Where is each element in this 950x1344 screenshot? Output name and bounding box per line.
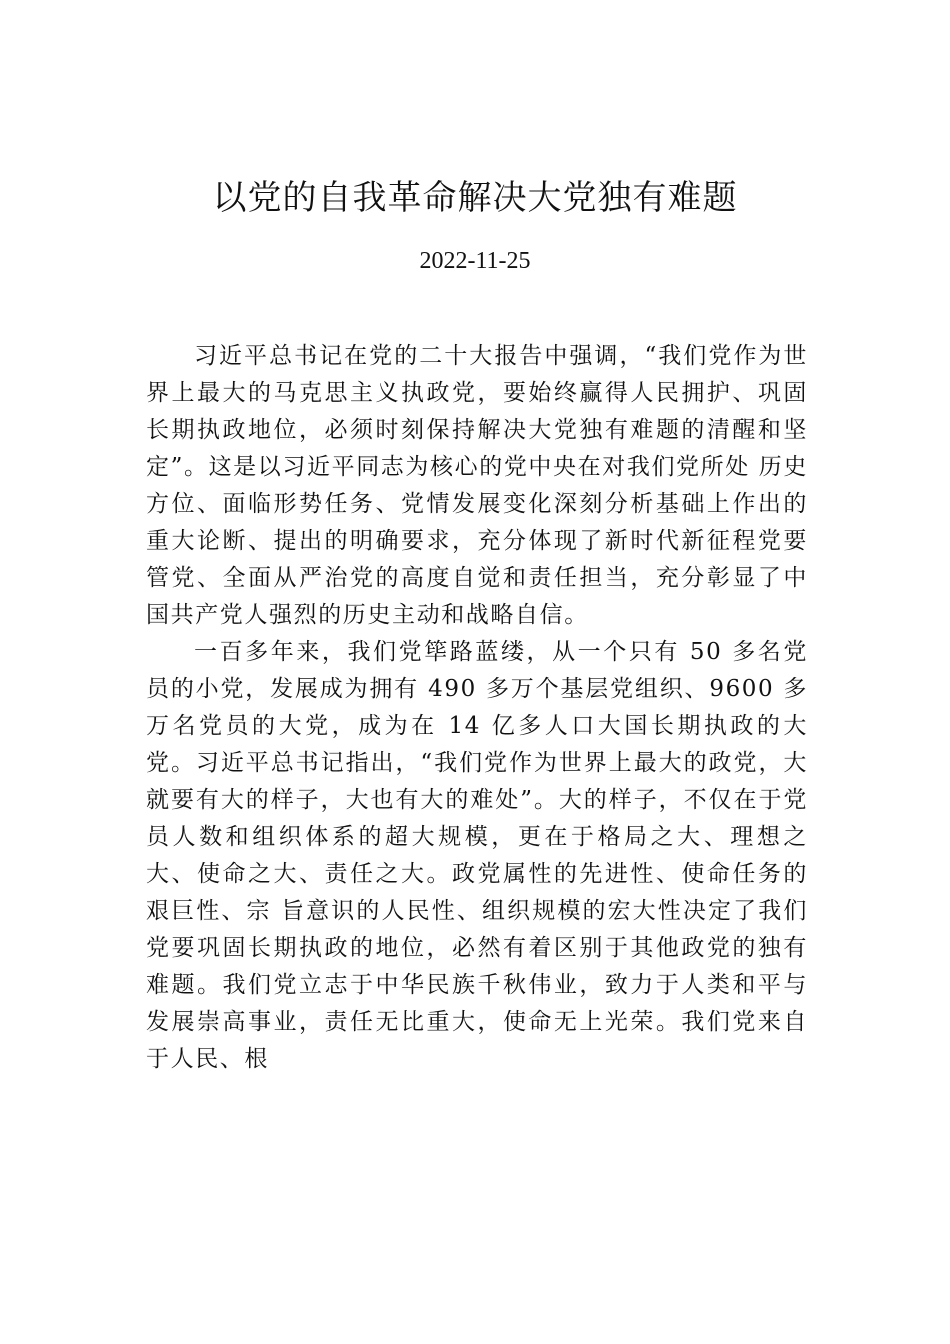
article-title: 以党的自我革命解决大党独有难题 <box>212 178 738 218</box>
paragraph-1: 习近平总书记在党的二十大报告中强调，“我们党作为世界上最大的马克思主义执政党，要始终赢得人民拥护、巩固长期执政地位，必须时刻保持解决大党独有难题的清醒和坚定”。这是以习近平同志为核心的党中央在对我们党所处 历史方位、面临形势任务、党情发展变化深刻分析基础上作出的重大论断、提出的明确要求，充分体现了新时代新征程党要管党、全面从严治党的高度自觉和责任担当，充分彰显了中国共产党人强烈的历史主动和战略自信。 <box>146 343 808 628</box>
paragraph-2: 一百多年来，我们党筚路蓝缕，从一个只有 50 多名党员的小党，发展成为拥有 490 多万个基层党组织、9600 多万名党员的大党，成为在 14 亿多人口大国长期执政的大党。习近平总书记指出，“我们党作为世界上最大的政党，大就要有大的样子，大也有大的难处”。大的样子，不仅在于党员人数和组织体系的超大规模，更在于格局之大、理想之大、使命之大、责任之大。政党属性的先进性、使命任务的艰巨性、宗 旨意识的人民性、组织规模的宏大性决定了我们党要巩固长期执政的地位，必然有着区别于其他政党的独有难题。我们党立志于中华民族千秋伟业，致力于人类和平与发展崇高事业，责任无比重大，使命无上光荣。我们党来自于人民、根 <box>146 639 808 1072</box>
article-date: 2022-11-25 <box>419 248 531 274</box>
article-body <box>146 338 808 1078</box>
